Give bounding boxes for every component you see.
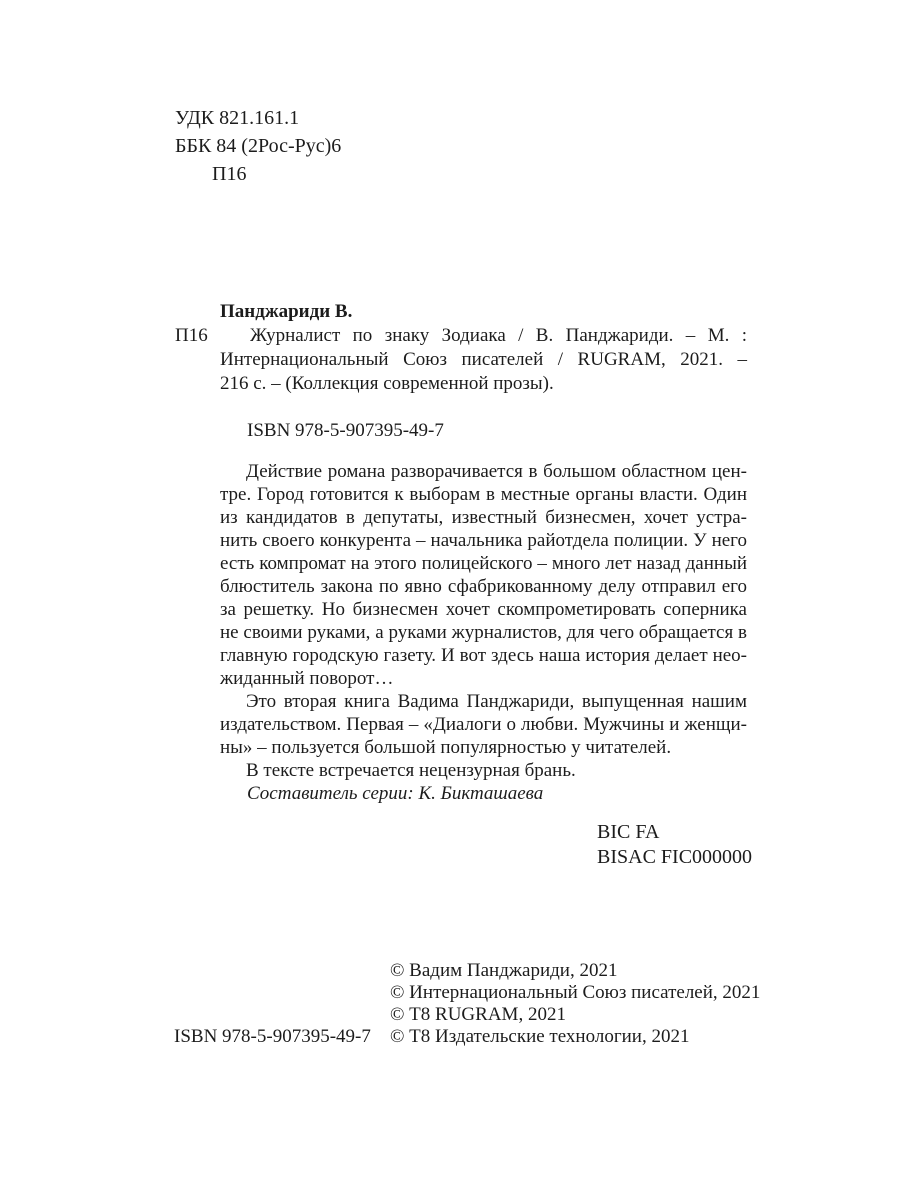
text-line: издательством. Первая – «Диалоги о любви. Мужчины и женщи-: [220, 714, 747, 735]
text-line: за решетку. Но бизнесмен хочет скомпрометировать соперника: [220, 599, 747, 620]
catalog-description: [220, 324, 747, 372]
annotation-paragraph-2: [220, 690, 747, 759]
bbk-line: ББК 84 (2Рос-Рус)6: [175, 135, 342, 157]
copyright-line: © Т8 RUGRAM, 2021: [390, 1004, 566, 1025]
text-line: блюститель закона по явно сфабрикованному делу отправил его: [220, 576, 747, 597]
annotation-paragraph-3: В тексте встречается нецензурная брань.: [246, 760, 576, 781]
text-line: Интернациональный Союз писателей / RUGRAM, 2021. –: [220, 349, 747, 370]
bic-code: BIC FA: [597, 821, 660, 843]
annotation-paragraph-1: [220, 460, 747, 690]
text-line: тре. Город готовится к выборам в местные органы власти. Один: [220, 484, 747, 505]
annotation: [220, 460, 747, 782]
text-line: Журналист по знаку Зодиака / В. Панджариди. – М. :: [250, 325, 747, 346]
text-line: из кандидатов в депутаты, известный бизнесмен, хочет устра-: [220, 507, 747, 528]
text-line: Действие романа разворачивается в большом областном цен-: [246, 461, 747, 482]
copyright-line: © Интернациональный Союз писателей, 2021: [390, 982, 761, 1003]
classification-codes: [597, 820, 752, 870]
text-line: есть компромат на этого полицейского – много лет назад данный: [220, 553, 747, 574]
author-code: П16: [212, 163, 247, 185]
catalog-description-last-line: 216 с. – (Коллекция современной прозы).: [220, 373, 554, 394]
text-line: Это вторая книга Вадима Панджариди, выпущенная нашим: [246, 691, 747, 712]
catalog-author: Панджариди В.: [220, 301, 353, 322]
text-line: не своими руками, а руками журналистов, для чего обращается в: [220, 622, 747, 643]
series-compiler: Составитель серии: К. Бикташаева: [247, 783, 544, 804]
text-line: жиданный поворот…: [220, 668, 394, 689]
catalog-margin-code: П16: [175, 325, 208, 346]
copyright-line: © Т8 Издательские технологии, 2021: [390, 1026, 690, 1047]
text-line: нить своего конкурента – начальника райотдела полиции. У него: [220, 530, 747, 551]
copyright-line: © Вадим Панджариди, 2021: [390, 960, 618, 981]
bisac-code: BISAC FIC000000: [597, 846, 753, 868]
classification-header: [175, 104, 575, 188]
text-line: ны» – пользуется большой популярностью у читателей.: [220, 737, 672, 758]
udk-line: УДК 821.161.1: [175, 107, 300, 129]
text-line: главную городскую газету. И вот здесь наша история делает нео-: [220, 645, 747, 666]
catalog-entry: [175, 300, 747, 396]
isbn-number-bottom: ISBN 978-5-907395-49-7: [174, 1026, 371, 1047]
isbn-number: ISBN 978-5-907395-49-7: [247, 420, 444, 441]
copyright-list: [390, 960, 810, 1048]
